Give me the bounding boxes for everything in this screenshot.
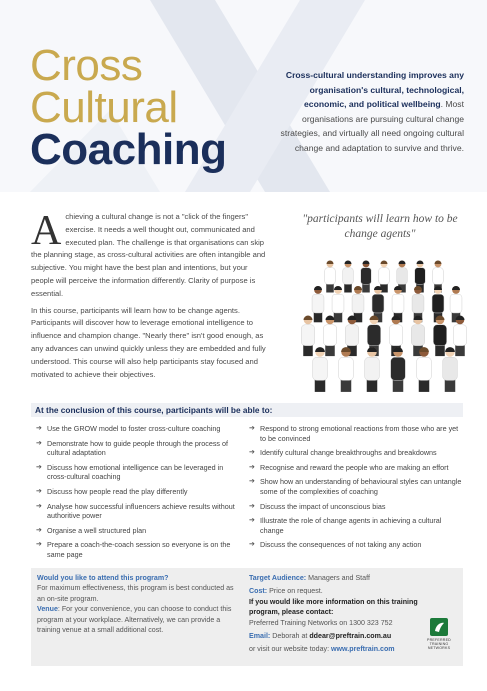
website-link[interactable]: www.preftrain.com: [331, 645, 395, 654]
outcome-text: Show how an understanding of behavioural styles can untangle some of the complexities of coaching: [260, 477, 462, 496]
outcome-text: Prepare a coach-the-coach session so everyone is on the same page: [47, 540, 231, 559]
attend-info: [37, 573, 242, 635]
outcome-item: [249, 516, 463, 535]
outcome-text: Organise a well structured plan: [47, 525, 147, 535]
venue-label: Venue: [37, 605, 58, 614]
arrow-icon: ➔: [249, 517, 255, 525]
outcome-item: [249, 424, 463, 443]
person-figure: [313, 347, 328, 392]
intro-paragraph: [268, 68, 464, 155]
outcome-item: [249, 502, 463, 512]
target-audience: [249, 573, 419, 583]
email-link[interactable]: ddear@preftrain.com.au: [309, 632, 392, 641]
body-text: [31, 208, 271, 385]
more-info-text: If you would like more information on this training program, please contact:: [249, 597, 418, 617]
body-paragraph-1-text: chieving a cultural change is not a "click of the fingers" exercise. It needs a well thought out, communicated and executed plan. The challenge is that organisations can skip the planning stage, as cross-cultural activities are often intangible and subjective. You might have the best plan and intentions, but your people will perceive the information differently. Clarity of purpose is essential.: [31, 212, 266, 298]
contact-footer: [31, 568, 463, 666]
outcome-item: [36, 463, 241, 482]
arrow-icon: ➔: [249, 541, 255, 549]
outcome-item: [36, 439, 241, 458]
person-figure: [301, 316, 314, 357]
audience-label: Target Audience:: [249, 574, 307, 582]
outcome-item: [36, 502, 241, 521]
outcome-text: Discuss the consequences of not taking any action: [260, 540, 422, 550]
logo-icon: [430, 618, 448, 636]
outcome-text: Recognise and reward the people who are making an effort: [260, 462, 449, 472]
arrow-icon: ➔: [36, 526, 42, 534]
contact-info: [249, 573, 419, 655]
outcome-text: Illustrate the role of change agents in achieving a cultural change: [260, 516, 442, 535]
intro-rest: . Most organisations are pursuing cultural change strategies, and virtually all need ongoing cultural change and adaptation to survive and thrive.: [280, 99, 464, 153]
outcome-text: Discuss the impact of unconscious bias: [260, 501, 386, 511]
outcome-item: [249, 477, 463, 496]
arrow-icon: ➔: [249, 463, 255, 471]
body-paragraph-1: [31, 208, 271, 301]
drop-cap: A: [31, 208, 62, 254]
person-figure: [443, 347, 458, 392]
intro-bold: Cross-cultural understanding improves any organisation's cultural, technological, economic, and political wellbeing: [285, 70, 464, 109]
venue-description: : For your convenience, you can choose to conduct this program at your workplace. Alternatively, we can provide a training venue at a small additional cost.: [37, 605, 232, 635]
person-figure: [343, 260, 354, 292]
website-line: [249, 644, 419, 654]
outcome-item: [249, 448, 463, 458]
arrow-icon: ➔: [36, 463, 42, 471]
arrow-icon: ➔: [36, 502, 42, 510]
outcome-item: [36, 424, 241, 434]
body-paragraph-2: In this course, participants will learn how to be change agents. Participants will discover how to leverage emotional intelligence to influence and champion change. "Nearly there" isn't good enough, as any advances can unwind quickly unless they are embedded and fully understood. This course will also help participants stay focused and motivated to achieve their objectives.: [31, 305, 266, 379]
outcome-item: [36, 487, 241, 497]
arrow-icon: ➔: [36, 425, 42, 432]
outcome-text: Identify cultural change breakthroughs and breakdowns: [260, 448, 437, 458]
outcomes-right-column: [249, 424, 463, 555]
person-figure: [325, 260, 336, 292]
outcomes-left-column: [36, 424, 241, 565]
email-line: [249, 631, 419, 641]
phone-line: Preferred Training Networks on 1300 323 752: [249, 618, 393, 627]
cost-label: Cost:: [249, 587, 268, 596]
outcome-item: [36, 540, 241, 559]
hero-banner: [0, 0, 487, 192]
person-figure: [332, 286, 344, 322]
outcome-text: Discuss how people read the play differently: [47, 486, 188, 496]
pull-quote: "participants will learn how to be change agents": [302, 213, 458, 240]
group-of-people-image: [290, 250, 475, 400]
arrow-icon: ➔: [249, 425, 255, 432]
arrow-icon: ➔: [249, 478, 255, 486]
person-figure: [361, 260, 372, 292]
outcome-text: Discuss how emotional intelligence can be leveraged in cross-cultural coaching: [47, 462, 224, 482]
outcomes-heading: At the conclusion of this course, participants will be able to:: [31, 403, 463, 417]
arrow-icon: ➔: [249, 449, 255, 457]
logo-caption: PREFERRED TRAINING NETWORKS: [427, 638, 451, 650]
attend-question: Would you like to attend this program?: [37, 574, 169, 582]
arrow-icon: ➔: [36, 487, 42, 495]
cost: [249, 586, 419, 596]
outcome-item: [249, 540, 463, 550]
attend-text: For maximum effectiveness, this program is best conducted as an on-site program.: [37, 584, 234, 603]
cost-value: Price on request.: [267, 587, 323, 596]
outcome-text: Demonstrate how to guide people through the process of cultural adaptation: [47, 438, 229, 458]
website-prefix: or visit our website today:: [249, 645, 332, 654]
outcome-text: Analyse how successful influencers achieve results without authoritive power: [47, 501, 235, 521]
title-line-1: Cross: [30, 41, 143, 90]
outcome-item: [36, 526, 241, 536]
venue-text: [37, 604, 242, 635]
arrow-icon: ➔: [36, 541, 42, 549]
company-logo: [419, 618, 459, 663]
page-title: [30, 41, 227, 174]
arrow-icon: ➔: [36, 439, 42, 447]
email-label: Email:: [249, 632, 271, 641]
title-line-2: Cultural: [30, 83, 178, 132]
audience-value: Managers and Staff: [306, 574, 370, 582]
person-figure: [312, 286, 324, 322]
title-line-3: Coaching: [30, 125, 227, 174]
outcome-text: Respond to strong emotional reactions from those who are yet to be convinced: [260, 424, 459, 443]
outcome-item: [249, 463, 463, 473]
outcome-text: Use the GROW model to foster cross-culture coaching: [47, 424, 221, 433]
arrow-icon: ➔: [249, 502, 255, 510]
email-prefix: Deborah at: [270, 632, 310, 641]
